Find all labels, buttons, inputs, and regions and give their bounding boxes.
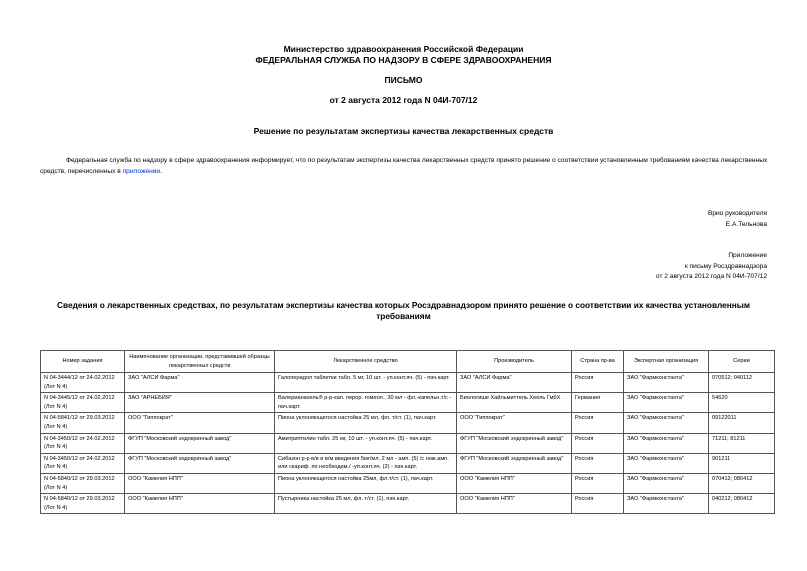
- table-cell: ЗАО "АРНЕБИЯ": [125, 393, 275, 413]
- table-row: [41, 453, 775, 473]
- document-date: от 2 августа 2012 года N 04И-707/12: [329, 95, 478, 105]
- signature-name: Е.А.Тельнова: [725, 220, 767, 228]
- table-cell: Германия: [572, 393, 624, 413]
- table-cell: ООО "Камелия НПП": [125, 494, 275, 514]
- ministry-name: Министерство здравоохранения Российской Федерации: [283, 44, 524, 54]
- appendix-reference: к письму Росздравнадзора: [684, 262, 767, 270]
- table-cell: ФГУП "Московский эндокринный завод": [125, 453, 275, 473]
- signature-position: Врио руководителя: [707, 210, 767, 217]
- table-cell: ООО "Камелия НПП": [457, 494, 572, 514]
- column-header: Лекарственное средство: [275, 351, 457, 373]
- table-cell: ФГУП "Московский эндокринный завод": [457, 433, 572, 453]
- table-cell: Амитриптилин табл. 25 мг, 10 шт. - уп.конт.яч. (5) - пач.карт.: [275, 433, 457, 453]
- column-header: Наименование организации, представившей образцы лекарственных средств: [125, 351, 275, 373]
- table-cell: ООО "Камелия НПП": [457, 473, 572, 493]
- table-cell: 54620: [709, 393, 775, 413]
- table-cell: 040212; 080412: [709, 494, 775, 514]
- table-cell: Биологише Хайльмиттель Хеель ГмбХ: [457, 393, 572, 413]
- table-cell: N 04-5840/12 от 29.03.2012 (Лот N 4): [41, 494, 125, 514]
- table-cell: ЗАО "Фармконстанта": [624, 373, 709, 393]
- table-cell: ФГУП "Московский эндокринный завод": [457, 453, 572, 473]
- table-cell: ФГУП "Московский эндокринный завод": [125, 433, 275, 453]
- table-row: [41, 473, 775, 493]
- table-cell: ЗАО "Фармконстанта": [624, 393, 709, 413]
- column-header: Серии: [709, 351, 775, 373]
- column-header: Производитель: [457, 351, 572, 373]
- body-end: .: [160, 168, 162, 175]
- table-cell: Пустырника настойка 25 мл, фл. т/ст. (1), пач.карт.: [275, 494, 457, 514]
- table-cell: ЗАО "Фармконстанта": [624, 433, 709, 453]
- table-row: [41, 433, 775, 453]
- table-cell: 09122011: [709, 413, 775, 433]
- table-cell: 901211: [709, 453, 775, 473]
- table-cell: ЗАО "Фармконстанта": [624, 453, 709, 473]
- medicines-table: [40, 350, 775, 514]
- column-header: Страна пр-ва: [572, 351, 624, 373]
- table-cell: Пиона уклоняющегося настойка 25 мл, фл. т/ст. (1), пач.карт.: [275, 413, 457, 433]
- table-row: [41, 373, 775, 393]
- table-cell: ЗАО "АЛСИ Фарма": [125, 373, 275, 393]
- document-title: Решение по результатам экспертизы качества лекарственных средств: [253, 126, 554, 136]
- table-cell: Пиона уклоняющегося настойка 25мл, фл.т/ст. (1), пач.карт.: [275, 473, 457, 493]
- table-row: [41, 413, 775, 433]
- table-cell: Россия: [572, 433, 624, 453]
- table-cell: ООО "Камелия НПП": [125, 473, 275, 493]
- signature-block: [708, 209, 767, 230]
- body-paragraph: [40, 155, 775, 177]
- table-cell: N 04-5841/12 от 29.03.2012 (Лот N 4): [41, 413, 125, 433]
- service-name: ФЕДЕРАЛЬНАЯ СЛУЖБА ПО НАДЗОРУ В СФЕРЕ ЗДРАВООХРАНЕНИЯ: [255, 55, 552, 65]
- table-header-row: [41, 351, 775, 373]
- column-header: Номер задания: [41, 351, 125, 373]
- table-cell: 71211; 81211: [709, 433, 775, 453]
- table-cell: ООО "Гиппократ": [457, 413, 572, 433]
- appendix-date: от 2 августа 2012 года N 04И-707/12: [655, 273, 767, 280]
- table-cell: N 04-3444/12 от 24.02.2012 (Лот N 4): [41, 373, 125, 393]
- table-cell: Россия: [572, 373, 624, 393]
- table-cell: Россия: [572, 473, 624, 493]
- table-row: [41, 393, 775, 413]
- table-cell: N 04-3450/12 от 24.02.2012 (Лот N 4): [41, 433, 125, 453]
- column-header: Экспертная организация: [624, 351, 709, 373]
- table-cell: ЗАО "Фармконстанта": [624, 473, 709, 493]
- table-cell: Валерианахель® р-р-кап. пероp. гомеоп., 30 мл - фл.-капельн.т/с - пач.карт.: [275, 393, 457, 413]
- table-cell: Россия: [572, 453, 624, 473]
- table-cell: Галоперидол таблетки табл. 5 мг, 10 шт. - уп.конт.яч. (5) - пач.карт.: [275, 373, 457, 393]
- body-text: Федеральная служба по надзору в сфере здравоохранения информирует, что по результатам экспертизы качества лекарственных средств принято решение о соответствии установленным требованиям качества лекарственных средств, перечисленных в: [40, 157, 768, 175]
- table-cell: ООО "Гиппократ": [125, 413, 275, 433]
- table-cell: 070412; 080412: [709, 473, 775, 493]
- table-cell: ЗАО "Фармконстанта": [624, 413, 709, 433]
- table-cell: Россия: [572, 494, 624, 514]
- appendix-header: [656, 251, 767, 283]
- appendix-link[interactable]: приложении: [122, 168, 161, 175]
- table-cell: N 04-3445/12 от 24.02.2012 (Лот N 4): [41, 393, 125, 413]
- appendix-label: Приложение: [728, 252, 767, 259]
- table-cell: N 04-5840/12 от 29.03.2012 (Лот N 4): [41, 473, 125, 493]
- table-title: Сведения о лекарственных средствах, по результатам экспертизы качества которых Росздравнадзором принято решение о соответствии их качества установленным требованиям: [56, 300, 750, 321]
- table-cell: Сибазон р-р в/в и в/м введения 5мг/мл, 2 мл - амп. (5) /с нож.амп. или скариф. по необходим./ -уп.конт.яч. (2) - пач.карт.: [275, 453, 457, 473]
- table-cell: Россия: [572, 413, 624, 433]
- document-type: ПИСЬМО: [384, 75, 423, 85]
- table-row: [41, 494, 775, 514]
- table-cell: 070512; 040112: [709, 373, 775, 393]
- table-cell: N 04-3450/12 от 24.02.2012 (Лот N 4): [41, 453, 125, 473]
- table-cell: ЗАО "АЛСИ Фарма": [457, 373, 572, 393]
- table-cell: ЗАО "Фармконстанта": [624, 494, 709, 514]
